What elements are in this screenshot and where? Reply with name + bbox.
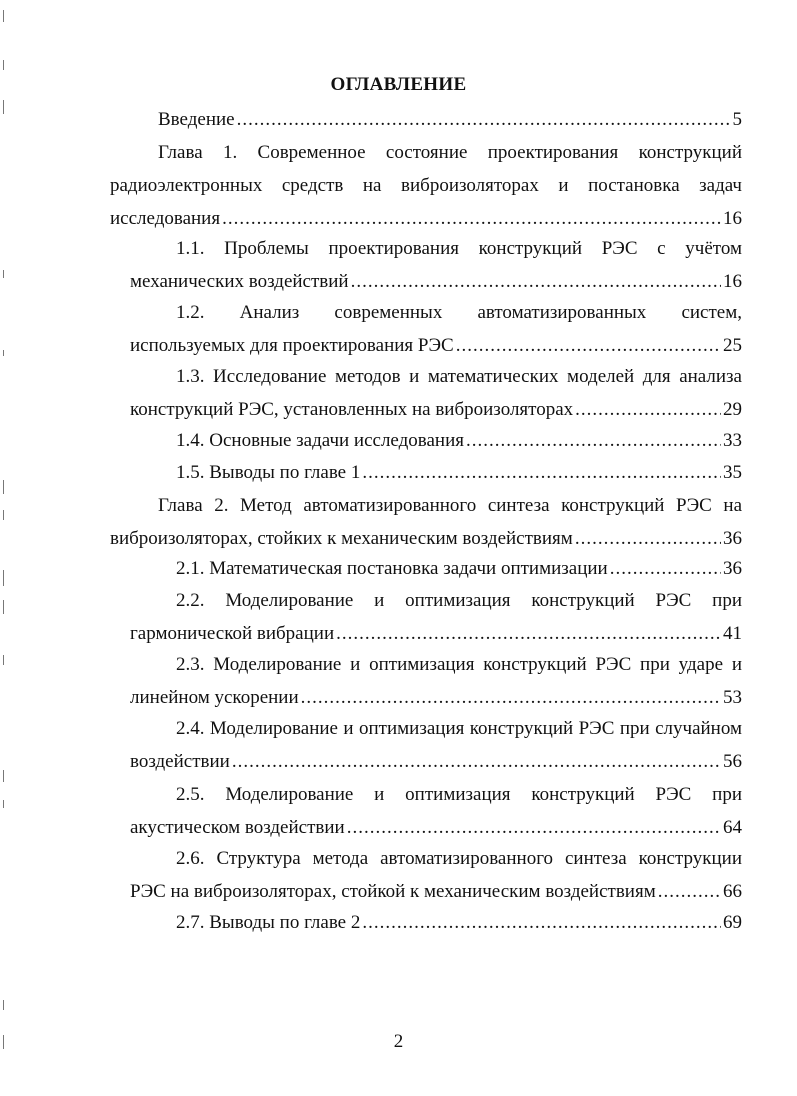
toc-entry-text: акустическом воздействии (130, 817, 345, 838)
toc-entry-1-3 (110, 365, 742, 422)
page-number: 2 (393, 1031, 404, 1052)
toc-entry-text: воздействии (130, 751, 230, 772)
toc-entry-text: 2.3. Моделирование и оптимизация конструкций РЭС при ударе и (176, 654, 742, 675)
toc-entry-text: 2.5. Моделирование и оптимизация конструкций РЭС при (176, 784, 742, 805)
toc-entry-text: Введение (158, 109, 235, 130)
leader-dots (610, 557, 721, 581)
toc-entry-text: 2.7. Выводы по главе 2 (176, 912, 361, 933)
toc-entry-text: 1.2. Анализ современных автоматизированных систем, (176, 302, 742, 323)
toc-entry-text: 2.4. Моделирование и оптимизация конструкций РЭС при случайном (176, 718, 742, 739)
toc-page-number: 64 (723, 817, 742, 838)
toc-entry-1-5 (110, 461, 742, 485)
toc-entry-text: РЭС на виброизоляторах, стойкой к механическим воздействиям (130, 881, 656, 902)
leader-dots (222, 207, 721, 231)
toc-page-number: 69 (723, 912, 742, 933)
leader-dots (237, 108, 731, 132)
leader-dots (351, 270, 721, 294)
toc-entry-2-1 (110, 557, 742, 581)
toc-entry-text: 1.4. Основные задачи исследования (176, 430, 465, 451)
toc-entry-text: исследования (110, 208, 221, 229)
toc-entry-text: гармонической вибрации (130, 623, 335, 644)
toc-entry-1-2 (110, 301, 742, 358)
toc-entry-text: Глава 2. Метод автоматизированного синтеза конструкций РЭС на (158, 495, 742, 516)
toc-page-number: 53 (723, 687, 742, 708)
toc-entry-chapter-1 (110, 141, 742, 231)
leader-dots (232, 750, 721, 774)
leader-dots (575, 398, 721, 422)
toc-entry-text: 2.1. Математическая постановка задачи оптимизации (176, 558, 608, 579)
leader-dots (362, 911, 721, 935)
leader-dots (456, 334, 721, 358)
toc-page-number: 16 (723, 271, 742, 292)
toc-entry-chapter-2 (110, 494, 742, 551)
toc-entry-text: 1.5. Выводы по главе 1 (176, 462, 361, 483)
toc-page-number: 25 (723, 335, 742, 356)
toc-entry-text: механических воздействий (130, 271, 349, 292)
toc-entry-intro (110, 108, 742, 132)
toc-entry-2-7 (110, 911, 742, 935)
toc-entry-2-3 (110, 653, 742, 710)
leader-dots (466, 429, 721, 453)
leader-dots (658, 880, 721, 904)
toc-entry-text: радиоэлектронных средств на виброизоляторах и постановка задач (110, 175, 742, 196)
toc-page-number: 5 (732, 109, 742, 130)
toc-page-number: 41 (723, 623, 742, 644)
toc-title: ОГЛАВЛЕНИЕ (330, 74, 467, 95)
toc-entry-text: 1.3. Исследование методов и математических моделей для анализа (176, 366, 742, 387)
toc-entry-text: 2.6. Структура метода автоматизированного синтеза конструкции (176, 848, 742, 869)
leader-dots (347, 816, 721, 840)
toc-page-number: 36 (723, 558, 742, 579)
toc-page-number: 66 (723, 881, 742, 902)
leader-dots (575, 527, 721, 551)
toc-entry-2-2 (110, 589, 742, 646)
toc-entry-1-4 (110, 429, 742, 453)
toc-page-number: 29 (723, 399, 742, 420)
toc-page-number: 36 (723, 528, 742, 549)
toc-entry-2-5 (110, 783, 742, 840)
toc-entry-1-1 (110, 237, 742, 294)
scan-margin-marks (3, 0, 9, 1096)
toc-page-number: 16 (723, 208, 742, 229)
leader-dots (301, 686, 721, 710)
leader-dots (336, 622, 721, 646)
toc-entry-text: конструкций РЭС, установленных на виброизоляторах (130, 399, 574, 420)
toc-page-number: 56 (723, 751, 742, 772)
toc-entry-2-4 (110, 717, 742, 774)
toc-entry-text: виброизоляторах, стойких к механическим воздействиям (110, 528, 573, 549)
toc-entry-text: линейном ускорении (130, 687, 299, 708)
toc-page-number: 35 (723, 462, 742, 483)
toc-entry-text: Глава 1. Современное состояние проектирования конструкций (158, 142, 742, 163)
toc-entry-2-6 (110, 847, 742, 904)
toc-entry-text: используемых для проектирования РЭС (130, 335, 454, 356)
leader-dots (362, 461, 721, 485)
toc-entry-text: 2.2. Моделирование и оптимизация конструкций РЭС при (176, 590, 742, 611)
toc-entry-text: 1.1. Проблемы проектирования конструкций РЭС с учётом (176, 238, 742, 259)
toc-page-number: 33 (723, 430, 742, 451)
